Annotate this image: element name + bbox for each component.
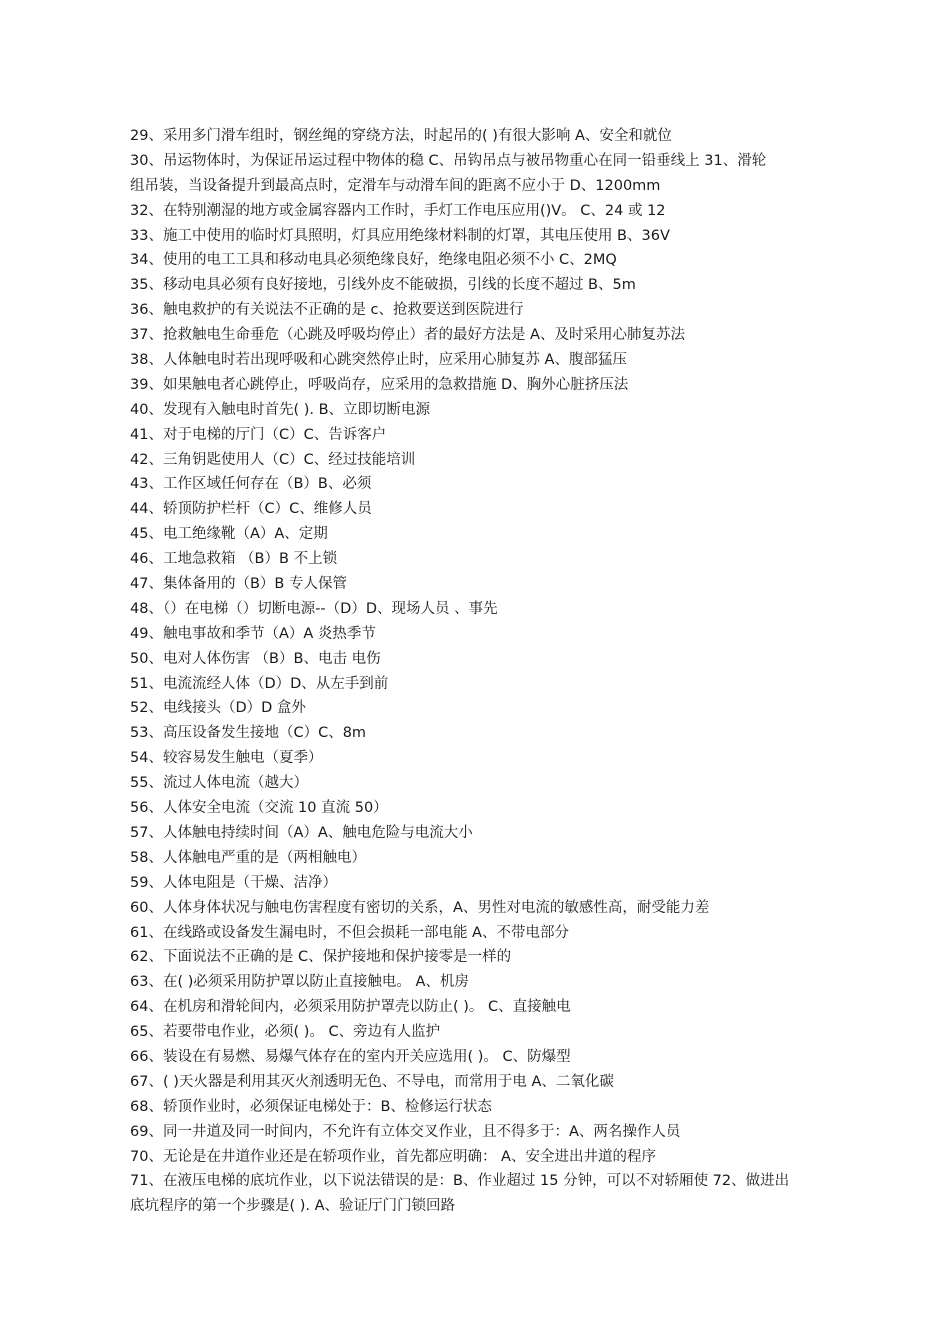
text-line: 52、电线接头（D）D 盒外 <box>130 700 306 717</box>
text-line: 底坑程序的第一个步骤是( ). A、验证厅门门锁回路 <box>130 1198 456 1215</box>
text-line: 55、流过人体电流（越大） <box>130 775 308 792</box>
text-line: 35、移动电具必须有良好接地，引线外皮不能破损，引线的长度不超过 B、5m <box>130 277 636 294</box>
text-line: 50、电对人体伤害 （B）B、电击 电伤 <box>130 650 381 667</box>
text-line: 70、无论是在井道作业还是在轿项作业，首先都应明确： A、安全进出井道的程序 <box>130 1148 656 1165</box>
text-line: 43、工作区域任何存在（B）B、必须 <box>130 476 372 493</box>
text-line: 54、较容易发生触电（夏季） <box>130 750 323 767</box>
text-line: 71、在液压电梯的底坑作业，以下说法错误的是：B、作业超过 15 分钟，可以不对轿厢使 72、做进出 <box>130 1173 790 1190</box>
text-line: 45、电工绝缘靴（A）A、定期 <box>130 526 328 543</box>
text-line: 39、如果触电者心跳停止，呼吸尚存，应采用的急救措施 D、胸外心脏挤压法 <box>130 376 629 393</box>
text-line: 66、装设在有易燃、易爆气体存在的室内开关应选用( )。 C、防爆型 <box>130 1048 571 1065</box>
text-line: 组吊装，当设备提升到最高点时，定滑车与动滑车间的距离不应小于 D、1200mm <box>130 177 661 194</box>
text-line: 65、若要带电作业，必须( )。 C、旁边有人监护 <box>130 1024 441 1041</box>
text-line: 47、集体备用的（B）B 专人保管 <box>130 576 347 593</box>
text-line: 63、在( )必须采用防护罩以防止直接触电。 A、机房 <box>130 974 469 991</box>
text-line: 53、高压设备发生接地（C）C、8m <box>130 725 367 742</box>
text-line: 44、轿顶防护栏杆（C）C、维修人员 <box>130 501 372 518</box>
text-line: 30、吊运物体时，为保证吊运过程中物体的稳 C、吊钩吊点与被吊物重心在同一铅垂线上 31、滑轮 <box>130 152 767 169</box>
text-line: 59、人体电阻是（干燥、洁净） <box>130 874 337 891</box>
text-line: 46、工地急救箱 （B）B 不上锁 <box>130 551 338 568</box>
text-line: 42、三角钥匙使用人（C）C、经过技能培训 <box>130 451 416 468</box>
text-line: 37、抢救触电生命垂危（心跳及呼吸均停止）者的最好方法是 A、及时采用心肺复苏法 <box>130 327 685 344</box>
text-line: 49、触电事故和季节（A）A 炎热季节 <box>130 625 376 642</box>
text-line: 40、发现有入触电时首先( ). B、立即切断电源 <box>130 401 431 418</box>
text-line: 32、在特别潮湿的地方或金属容器内工作时，手灯工作电压应用()V。 C、24 或 12 <box>130 202 666 219</box>
text-line: 29、采用多门滑车组时，钢丝绳的穿绕方法，时起吊的( )有很大影响 A、安全和就位 <box>130 128 672 144</box>
text-line: 67、( )天火器是利用其灭火剂透明无色、不导电，而常用于电 A、二氧化碳 <box>130 1073 614 1090</box>
text-line: 41、对于电梯的厅门（C）C、告诉客户 <box>130 426 387 443</box>
text-line: 48、（）在电梯（）切断电源--（D）D、现场人员 、事先 <box>130 600 498 617</box>
text-line: 64、在机房和滑轮间内，必须采用防护罩壳以防止( )。 C、直接触电 <box>130 999 571 1016</box>
text-line: 51、电流流经人体（D）D、从左手到前 <box>130 675 389 692</box>
text-line: 56、人体安全电流（交流 10 直流 50） <box>130 800 388 817</box>
text-line: 33、施工中使用的临时灯具照明，灯具应用绝缘材料制的灯罩，其电压使用 B、36V <box>130 227 670 244</box>
text-line: 60、人体身体状况与触电伤害程度有密切的关系，A、男性对电流的敏感性高，耐受能力差 <box>130 899 710 916</box>
text-line: 62、下面说法不正确的是 C、保护接地和保护接零是一样的 <box>130 949 512 966</box>
text-line: 58、人体触电严重的是（两相触电） <box>130 849 366 866</box>
text-line: 34、使用的电工工具和移动电具必须绝缘良好，绝缘电阻必须不小 C、2MQ <box>130 252 617 269</box>
text-line: 38、人体触电时若出现呼吸和心跳突然停止时，应采用心肺复苏 A、腹部猛压 <box>130 352 627 369</box>
text-line: 61、在线路或设备发生漏电时，不但会损耗一部电能 A、不带电部分 <box>130 924 569 941</box>
document-body <box>130 124 842 1219</box>
text-line: 68、轿顶作业时，必须保证电梯处于：B、检修运行状态 <box>130 1098 492 1115</box>
text-line: 36、触电救护的有关说法不正确的是 c、抢救要送到医院进行 <box>130 302 524 319</box>
text-line: 57、人体触电持续时间（A）A、触电危险与电流大小 <box>130 824 473 841</box>
text-line: 69、同一井道及同一时间内，不允许有立体交叉作业，且不得多于：A、两名操作人员 <box>130 1123 681 1140</box>
